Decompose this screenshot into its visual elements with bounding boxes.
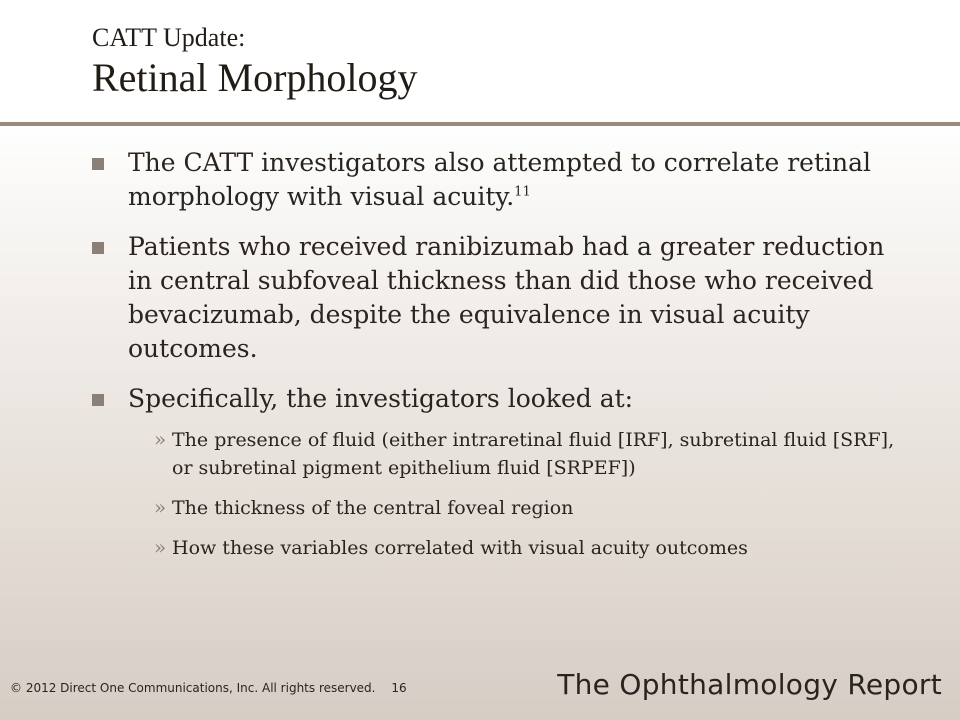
slide-title [92, 22, 912, 102]
title-line-2: Retinal Morphology [92, 55, 418, 100]
slide-content [92, 146, 902, 574]
bullet-text: The CATT investigators also attempted to correlate retinal morphology with visual acuity. [128, 148, 872, 211]
title-line-1: CATT Update: [92, 23, 246, 52]
sub-bullet-text: The presence of fluid (either intraretinal fluid [IRF], subretinal fluid [SRF], or subretinal pigment epithelium fluid [SRPEF]) [172, 429, 895, 479]
sub-bullet-3 [92, 534, 902, 562]
sub-bullet-text: The thickness of the central foveal region [172, 497, 574, 519]
bullet-1 [92, 146, 902, 214]
chevron-bullet-icon: » [154, 535, 167, 559]
copyright-text: © 2012 Direct One Communications, Inc. All rights reserved. [10, 681, 376, 695]
citation-superscript: 11 [514, 184, 531, 200]
chevron-bullet-icon: » [154, 495, 167, 519]
chevron-bullet-icon: » [154, 427, 167, 451]
sub-bullet-list [92, 426, 902, 562]
bullet-3 [92, 382, 902, 416]
square-bullet-icon [92, 242, 104, 254]
page-number: 16 [391, 681, 407, 695]
square-bullet-icon [92, 158, 104, 170]
footer [10, 681, 407, 695]
brand-logo-text: The Ophthalmology Report [557, 668, 942, 701]
bullet-text: Patients who received ranibizumab had a greater reduction in central subfoveal thickness than did those who received bevacizumab, despite the equivalence in visual acuity outcomes. [128, 232, 885, 363]
title-divider [0, 122, 960, 126]
bullet-text: Specifically, the investigators looked at: [128, 384, 634, 413]
bullet-2 [92, 230, 902, 366]
sub-bullet-2 [92, 494, 902, 522]
square-bullet-icon [92, 394, 104, 406]
sub-bullet-1 [92, 426, 902, 482]
sub-bullet-text: How these variables correlated with visual acuity outcomes [172, 537, 748, 559]
